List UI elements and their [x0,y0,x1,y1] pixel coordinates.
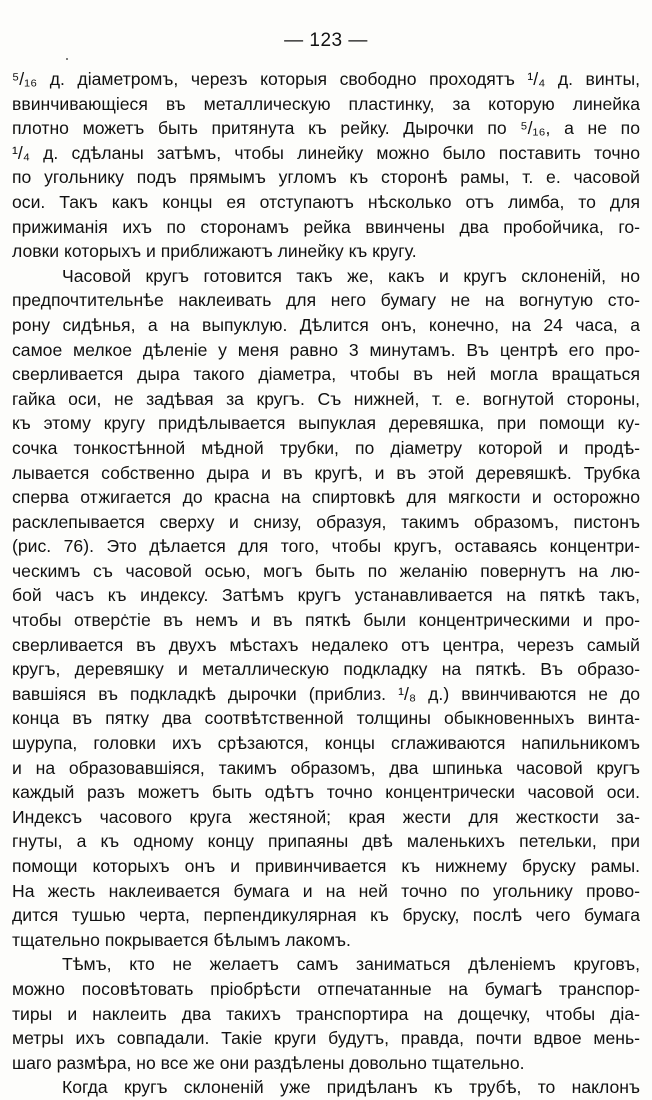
text-line: сверливается въ двухъ мѣстахъ недалеко отъ центра, черезъ самый [12,634,640,655]
text-line: конца въ пятку два соотвѣтственной толщины обыкновенныхъ винта- [12,708,640,729]
text-line: по угольнику подъ прямымъ угломъ къ сторонѣ рамы, т. е. часовой [12,167,640,188]
paragraph-first-line: Когда кругъ склоненій уже придѣланъ къ трубѣ, то наклонъ [62,1077,640,1098]
text-line: предпочтительнѣе наклеивать для него бумагу не на вогнутую сто- [12,290,640,311]
text-line: чтобы отверстіе въ немъ и въ пяткѣ были концентрическими и про- [12,610,640,631]
text-line: шурупа, головки ихъ срѣзаются, концы сглаживаются напильникомъ [12,733,640,754]
text-line: сверливается дыра такого діаметра, чтобы въ ней могла вращаться [12,364,640,385]
text-line: дится тушью черта, перпендикулярная къ бруску, послѣ чего бумага [12,905,640,926]
text-line: прижиманія ихъ по сторонамъ рейка ввинчены два пробойчика, го- [12,216,640,237]
body-text [12,67,640,1100]
text-line: кругъ, деревяшку и металлическую подкладку на пяткѣ. Въ образо- [12,659,640,680]
text-line: гайка оси, не задѣвая за кругъ. Съ нижней, т. е. вогнутой стороны, [12,388,640,409]
text-line: гнуты, а къ одному концу припаяны двѣ маленькихъ петельки, при [12,831,640,852]
text-line: каждый разъ можетъ быть одѣтъ точно концентрически часовой оси. [12,782,640,803]
paragraph-first-line: Часовой кругъ готовится такъ же, какъ и кругъ склоненій, но [62,265,640,286]
text-line: лывается собственно дыра и въ кругѣ, и въ этой деревяшкѣ. Трубка [12,462,640,483]
text-line: и на образовавшіяся, такимъ образомъ, два шпинька часовой кругъ [12,757,640,778]
text-line: На жесть наклеивается бумага и на ней точно по угольнику прово- [12,880,640,901]
text-line: рону сидѣнья, а на выпуклую. Дѣлится онъ, конечно, на 24 часа, а [12,314,640,335]
text-line: сочка тонкостѣнной мѣдной трубки, по діаметру которой и продѣ- [12,437,640,458]
text-line: къ этому кругу придѣлывается выпуклая деревяшка, при помощи ку- [12,413,640,434]
text-line: метры ихъ совпадали. Такіе круги будутъ, правда, почти вдвое мень- [12,1028,640,1049]
text-line: (рис. 76). Это дѣлается для того, чтобы кругъ, оставаясь концентри- [12,536,640,557]
text-line: тиры и наклеить два такихъ транспортира на дощечку, чтобы діа- [12,1003,640,1024]
paragraph-first-line: Тѣмъ, кто не желаетъ самъ заниматься дѣленіемъ круговъ, [62,954,640,975]
text-line: вавшіяся въ подкладкѣ дырочки (приблиз. ¹/₈ д.) ввинчиваются не до [12,683,640,704]
text-line: ⁵/₁₆ д. діаметромъ, черезъ которыя свободно проходятъ ¹/₄ д. винты, [12,69,640,89]
text-line: оси. Такъ какъ концы ея отступаютъ нѣсколько отъ лимба, то для [12,191,640,212]
text-line: можно посовѣтовать пріобрѣсти отпечатанные на бумагѣ транспор- [12,978,640,999]
print-speck [66,58,68,60]
text-line: ввинчивающіеся въ металлическую пластинку, за которую линейка [12,93,640,114]
text-line: помощи которыхъ онъ и привинчивается къ нижнему бруску рамы. [12,856,640,876]
text-line: шаго размѣра, но все же они раздѣлены довольно тщательно. [12,1052,525,1073]
text-line: ческимъ съ часовой осью, могъ быть по желанію повернутъ на лю- [12,560,640,581]
text-line: сперва отжигается до красна на спиртовкѣ для мягкости и осторожно [12,487,640,508]
text-line: тщательно покрывается бѣлымъ лакомъ. [12,929,351,950]
page-number: — 123 — [284,30,368,51]
text-line: бой часъ къ индексу. Затѣмъ кругъ устанавливается на пяткѣ такъ, [12,585,640,606]
text-line: плотно можетъ быть притянута къ рейку. Дырочки по ⁵/₁₆, а не по [12,118,640,139]
text-line: ¹/₄ д. сдѣланы затѣмъ, чтобы линейку можно было поставить точно [12,142,640,163]
text-line: ловки которыхъ и приближаютъ линейку къ кругу. [12,241,417,262]
text-line: самое мелкое дѣленіе у меня равно 3 минутамъ. Въ центрѣ его про- [12,339,640,360]
text-line: расклепывается сверху и снизу, образуя, такимъ образомъ, пистонъ [12,511,640,532]
text-line: Индексъ часового круга жестяной; края жести для жесткости за- [12,806,640,827]
